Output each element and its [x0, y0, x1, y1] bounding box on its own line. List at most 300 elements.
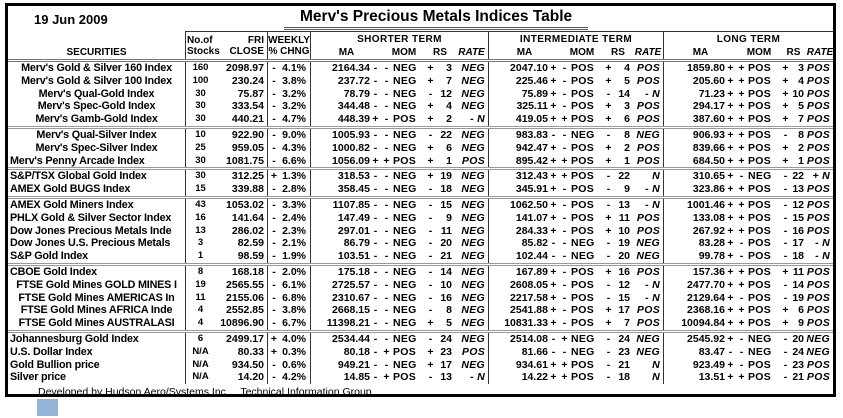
st-rate: NEG: [461, 100, 485, 113]
table-row: [8, 250, 833, 263]
st-mom-sign: -: [384, 170, 389, 183]
it-ma: 312.43: [488, 170, 548, 183]
lt-ma: 83.28: [663, 237, 725, 250]
it-ma: 10831.33: [488, 317, 548, 330]
it-rate: POS: [636, 154, 660, 167]
page-title: Merv's Precious Metals Indices Table: [284, 8, 588, 30]
st-rs-sign: -: [428, 211, 433, 224]
st-mom-sign: +: [383, 345, 390, 358]
st-mom-sign: -: [384, 113, 389, 126]
lt-rate: POS: [806, 198, 830, 211]
lt-ma-sign: +: [727, 154, 734, 167]
lt-ma-sign: +: [727, 304, 734, 317]
st-rs-sign: -: [428, 291, 433, 304]
it-mom-sign: -: [562, 100, 567, 113]
col-ma: MA: [692, 47, 709, 58]
it-rs: 10: [618, 224, 630, 237]
stocks-count: 1: [185, 250, 215, 263]
weekly-sign: -: [267, 212, 280, 225]
st-ma: 1107.85: [310, 199, 370, 212]
st-mom: POS: [393, 154, 417, 167]
lt-rs: 20: [792, 332, 804, 345]
st-rs: 8: [446, 304, 452, 317]
st-rs-sign: -: [428, 224, 433, 237]
st-mom-sign: -: [384, 74, 389, 87]
lt-rs-sign: +: [782, 317, 789, 330]
table-header: [8, 31, 833, 62]
lt-rs: 2: [798, 141, 804, 154]
fri-close: 75.87: [237, 87, 264, 100]
it-ma-sign: +: [550, 317, 557, 330]
weekly-sign: -: [267, 113, 280, 126]
st-rs: 5: [446, 317, 452, 330]
lt-rs: 23: [792, 358, 804, 371]
st-rs: 14: [440, 265, 452, 278]
security-name: FTSE Gold Mines GOLD MINES I: [16, 278, 177, 291]
it-rs: 24: [618, 332, 630, 345]
weekly-change: 4.3%: [282, 141, 306, 154]
fri-close: 339.88: [231, 183, 264, 196]
st-rs-sign: -: [428, 128, 433, 141]
lt-rs: 16: [792, 224, 804, 237]
lt-ma-sign: +: [727, 141, 734, 154]
stocks-count: 15: [185, 183, 215, 196]
lt-rate: POS: [806, 141, 830, 154]
st-rate: NEG: [461, 183, 485, 196]
lt-rate: POS: [806, 154, 830, 167]
col-rs: RS: [786, 47, 801, 58]
st-mom: NEG: [393, 278, 417, 291]
stocks-count: 30: [185, 170, 215, 183]
lt-ma: 99.78: [663, 250, 725, 263]
lt-mom: POS: [748, 128, 772, 141]
it-ma-sign: +: [550, 154, 557, 167]
it-mom: POS: [571, 371, 595, 384]
it-mom-sign: +: [561, 170, 568, 183]
it-mom-sign: -: [562, 265, 567, 278]
weekly-sign: +: [267, 346, 280, 359]
security-name: Johannesburg Gold Index: [10, 332, 139, 345]
st-ma-sign: -: [373, 198, 378, 211]
st-rate: NEG: [461, 304, 485, 317]
table-row: [8, 183, 833, 196]
lt-mom: POS: [748, 237, 772, 250]
lt-ma: 1859.80: [663, 62, 725, 75]
st-rs-sign: -: [428, 183, 433, 196]
st-mom-sign: -: [384, 304, 389, 317]
it-rate: POS: [636, 141, 660, 154]
lt-rs-sign: -: [783, 183, 788, 196]
it-ma: 983.83: [488, 129, 548, 142]
it-mom-sign: +: [561, 332, 568, 345]
lt-ma: 310.65: [663, 170, 725, 183]
lt-mom: POS: [748, 211, 772, 224]
st-mom-sign: -: [384, 237, 389, 250]
st-mom-sign: +: [383, 371, 390, 384]
table-row: [8, 304, 833, 317]
stocks-count: 16: [185, 212, 215, 225]
lt-ma-sign: -: [728, 345, 733, 358]
st-mom-sign: -: [384, 141, 389, 154]
st-mom: NEG: [393, 87, 417, 100]
lt-ma-sign: +: [727, 332, 734, 345]
it-rs-sign: -: [606, 183, 611, 196]
it-mom: POS: [571, 74, 595, 87]
st-ma-sign: -: [373, 345, 378, 358]
it-rs: 21: [618, 358, 630, 371]
weekly-sign: -: [267, 237, 280, 250]
lt-rs-sign: +: [782, 141, 789, 154]
it-ma: 1062.50: [488, 199, 548, 212]
lt-mom: POS: [748, 100, 772, 113]
st-mom: NEG: [393, 291, 417, 304]
lt-rate: POS: [806, 291, 830, 304]
st-mom-sign: -: [384, 291, 389, 304]
table-row: [8, 212, 833, 225]
it-rs: 3: [624, 100, 630, 113]
it-ma-sign: -: [551, 128, 556, 141]
it-rs-sign: +: [605, 113, 612, 126]
it-mom: POS: [571, 304, 595, 317]
table-row: [8, 167, 833, 183]
it-mom: POS: [571, 100, 595, 113]
it-ma-sign: +: [550, 291, 557, 304]
it-mom-sign: -: [562, 304, 567, 317]
it-rs: 22: [618, 170, 630, 183]
it-ma: 225.46: [488, 75, 548, 88]
lt-mom: POS: [748, 278, 772, 291]
weekly-change: 2.1%: [282, 237, 306, 250]
lt-ma-sign: +: [727, 170, 734, 183]
security-name: Dow Jones Precious Metals Inde: [10, 224, 172, 237]
st-rs: 17: [440, 358, 452, 371]
st-ma-sign: -: [373, 170, 378, 183]
lt-mom-sign: +: [738, 113, 745, 126]
st-rate: NEG: [461, 250, 485, 263]
lt-rs-sign: -: [783, 237, 788, 250]
table-row: [8, 113, 833, 126]
footer-credit: Developed by Hudson Aero/Systems Inc., Technical Information Group: [38, 386, 372, 399]
it-mom-sign: -: [562, 62, 567, 74]
lt-mom-sign: +: [738, 211, 745, 224]
st-rs: 22: [440, 128, 452, 141]
weekly-sign: -: [267, 75, 280, 88]
it-rs-sign: +: [605, 211, 612, 224]
table-row: [8, 263, 833, 279]
it-rs: 7: [624, 317, 630, 330]
it-ma: 167.89: [488, 266, 548, 279]
stocks-count: 100: [185, 75, 215, 88]
lt-ma: 323.86: [663, 183, 725, 196]
weekly-sign: -: [267, 199, 280, 212]
it-ma: 2047.10: [488, 62, 548, 75]
lt-rate: POS: [806, 87, 830, 100]
st-rs: 20: [440, 237, 452, 250]
weekly-change: 6.6%: [282, 154, 306, 167]
st-ma: 103.51: [310, 250, 370, 263]
it-mom: POS: [571, 278, 595, 291]
lt-ma: 294.17: [663, 100, 725, 113]
st-mom: NEG: [393, 332, 417, 345]
table-row: [8, 225, 833, 238]
lt-rs-sign: -: [783, 198, 788, 211]
lt-mom: NEG: [748, 332, 772, 345]
it-rs: 1: [624, 154, 630, 167]
fri-close: 2098.97: [226, 62, 264, 74]
lt-ma: 2477.70: [663, 279, 725, 292]
st-ma-sign: +: [372, 113, 379, 126]
fri-close: 2565.55: [226, 278, 264, 291]
lt-mom-sign: +: [738, 304, 745, 317]
lt-mom-sign: +: [738, 371, 745, 384]
it-rs: 13: [618, 198, 630, 211]
st-ma-sign: -: [373, 224, 378, 237]
lt-rs-sign: -: [783, 332, 788, 345]
it-ma: 75.89: [488, 88, 548, 101]
st-ma-sign: -: [373, 358, 378, 371]
it-mom-sign: -: [562, 198, 567, 211]
lt-rate: POS: [806, 278, 830, 291]
st-rate: NEG: [461, 237, 485, 250]
st-ma: 237.72: [310, 75, 370, 88]
st-mom: POS: [393, 345, 417, 358]
it-ma: 102.44: [488, 250, 548, 263]
fri-close: 333.54: [231, 100, 264, 113]
it-ma: 942.47: [488, 142, 548, 155]
lt-ma: 2129.64: [663, 292, 725, 305]
weekly-sign: +: [267, 170, 280, 183]
st-mom-sign: -: [384, 358, 389, 371]
st-ma: 318.53: [310, 170, 370, 183]
st-rs-sign: +: [427, 113, 434, 126]
lt-rs: 10: [792, 87, 804, 100]
it-rs-sign: -: [606, 250, 611, 263]
lt-ma-sign: +: [727, 265, 734, 278]
lt-rs-sign: -: [783, 345, 788, 358]
it-rs: 2: [624, 141, 630, 154]
st-rate: POS: [461, 154, 485, 167]
st-mom: NEG: [393, 62, 417, 74]
lt-mom-sign: -: [739, 237, 744, 250]
lt-ma: 2368.16: [663, 304, 725, 317]
it-rs-sign: -: [606, 87, 611, 100]
st-rs-sign: -: [428, 198, 433, 211]
it-ma: 345.91: [488, 183, 548, 196]
st-mom: NEG: [393, 224, 417, 237]
security-name: Silver price: [10, 371, 66, 384]
it-rs-sign: -: [606, 198, 611, 211]
security-name: Merv's Gamb-Gold Index: [35, 113, 158, 126]
lt-ma: 839.66: [663, 142, 725, 155]
lt-rs: 12: [792, 198, 804, 211]
st-rate: NEG: [461, 265, 485, 278]
it-ma: 85.82: [488, 237, 548, 250]
it-rate: - N: [645, 291, 660, 304]
lt-rs-sign: -: [783, 224, 788, 237]
it-ma-sign: +: [550, 278, 557, 291]
lt-rate: POS: [806, 128, 830, 141]
st-mom-sign: -: [384, 317, 389, 330]
st-ma-sign: -: [373, 291, 378, 304]
lt-rs-sign: -: [783, 211, 788, 224]
lt-ma: 71.23: [663, 88, 725, 101]
it-mom-sign: -: [562, 317, 567, 330]
lt-rs: 1: [798, 154, 804, 167]
st-ma: 2310.67: [310, 292, 370, 305]
it-mom: NEG: [571, 128, 595, 141]
st-rs-sign: +: [427, 100, 434, 113]
it-ma-sign: +: [550, 304, 557, 317]
st-mom-sign: -: [384, 332, 389, 345]
it-rs-sign: -: [606, 332, 611, 345]
table-row: [8, 371, 833, 384]
st-rate: NEG: [461, 128, 485, 141]
st-rate: NEG: [461, 332, 485, 345]
lt-mom-sign: -: [739, 332, 744, 345]
it-rs-sign: +: [605, 317, 612, 330]
st-ma: 1056.09: [310, 155, 370, 168]
lt-ma-sign: +: [727, 62, 734, 74]
it-mom: NEG: [571, 250, 595, 263]
st-ma: 147.49: [310, 212, 370, 225]
it-ma-sign: +: [550, 224, 557, 237]
st-mom: NEG: [393, 100, 417, 113]
it-rate: POS: [636, 74, 660, 87]
lt-rs: 5: [798, 100, 804, 113]
it-rs: 11: [618, 211, 630, 224]
lt-mom: POS: [748, 87, 772, 100]
lt-mom: POS: [748, 113, 772, 126]
st-mom: NEG: [393, 265, 417, 278]
security-name: Merv's Spec-Gold Index: [37, 100, 156, 113]
it-rs: 15: [618, 291, 630, 304]
st-rs: 7: [446, 74, 452, 87]
col-weekly: WEEKLY % CHNG: [267, 31, 310, 59]
lt-ma: 83.47: [663, 346, 725, 359]
lt-mom: NEG: [748, 170, 772, 183]
it-mom-sign: -: [562, 224, 567, 237]
table-row: [8, 142, 833, 155]
st-ma-sign: -: [373, 128, 378, 141]
col-rs: RS: [433, 47, 447, 58]
it-mom: POS: [571, 358, 595, 371]
st-ma: 344.48: [310, 100, 370, 113]
it-rs: 14: [618, 87, 630, 100]
it-rs-sign: +: [605, 224, 612, 237]
it-ma: 141.07: [488, 212, 548, 225]
lt-ma-sign: +: [727, 198, 734, 211]
lt-ma: 10094.84: [663, 317, 725, 330]
st-rs: 18: [440, 183, 452, 196]
weekly-sign: -: [267, 266, 280, 279]
table-row: [8, 62, 833, 75]
table-row: [8, 100, 833, 113]
it-mom: POS: [571, 198, 595, 211]
lt-rs-sign: -: [783, 170, 788, 183]
lt-rs: 19: [792, 291, 804, 304]
lt-mom: POS: [748, 141, 772, 154]
st-mom: NEG: [393, 304, 417, 317]
st-rate: NEG: [461, 211, 485, 224]
st-ma-sign: -: [373, 250, 378, 263]
it-mom: POS: [571, 211, 595, 224]
it-mom: POS: [571, 224, 595, 237]
lt-rs-sign: -: [783, 291, 788, 304]
weekly-sign: -: [267, 142, 280, 155]
st-rs-sign: +: [427, 317, 434, 330]
it-ma-sign: -: [551, 237, 556, 250]
st-rs: 9: [446, 211, 452, 224]
st-ma-sign: -: [373, 74, 378, 87]
lt-rate: POS: [806, 62, 830, 74]
lt-rs: 6: [798, 304, 804, 317]
col-stocks-close: [185, 31, 267, 59]
it-rate: NEG: [636, 332, 660, 345]
it-mom: NEG: [571, 332, 595, 345]
security-name: Merv's Spec-Silver Index: [35, 141, 158, 154]
col-rs: RS: [611, 47, 625, 58]
col-rate: RATE: [634, 47, 662, 58]
lt-rs-sign: +: [782, 100, 789, 113]
st-mom-sign: -: [384, 128, 389, 141]
lt-rate: POS: [806, 304, 830, 317]
it-ma-sign: +: [550, 265, 557, 278]
lt-rs: 13: [792, 183, 804, 196]
it-rs: 12: [618, 278, 630, 291]
st-rs: 16: [440, 291, 452, 304]
it-ma-sign: +: [550, 371, 557, 384]
lt-rate: POS: [806, 74, 830, 87]
lt-mom: POS: [748, 224, 772, 237]
it-mom-sign: -: [562, 183, 567, 196]
lt-mom-sign: +: [738, 141, 745, 154]
st-rate: NEG: [461, 278, 485, 291]
st-rs: 21: [440, 250, 452, 263]
lt-rs: 22: [792, 170, 804, 183]
st-rs: 10: [440, 278, 452, 291]
lt-rs-sign: +: [782, 113, 789, 126]
st-ma: 358.45: [310, 183, 370, 196]
st-mom-sign: -: [384, 198, 389, 211]
lt-ma: 387.60: [663, 113, 725, 126]
st-mom: NEG: [393, 183, 417, 196]
stocks-count: 30: [185, 113, 215, 126]
fri-close: 2552.85: [226, 304, 264, 317]
it-mom: POS: [571, 265, 595, 278]
st-ma: 2668.15: [310, 304, 370, 317]
table-row: [8, 75, 833, 88]
st-rate: NEG: [461, 291, 485, 304]
lt-rs: 11: [792, 265, 804, 278]
lt-ma-sign: +: [727, 317, 734, 330]
it-mom-sign: -: [562, 141, 567, 154]
it-rs: 20: [618, 250, 630, 263]
lt-rs-sign: -: [783, 358, 788, 371]
st-mom: NEG: [393, 317, 417, 330]
security-name: FTSE Gold Mines AFRICA Inde: [20, 304, 173, 317]
weekly-change: 3.3%: [282, 198, 306, 211]
it-ma: 325.11: [488, 100, 548, 113]
lt-mom-sign: +: [738, 154, 745, 167]
it-mom-sign: -: [562, 278, 567, 291]
st-rs: 15: [440, 198, 452, 211]
lt-rs-sign: -: [783, 128, 788, 141]
it-mom: POS: [571, 183, 595, 196]
lt-rs: 15: [792, 211, 804, 224]
fri-close: 230.24: [231, 74, 264, 87]
weekly-sign: -: [267, 250, 280, 263]
st-mom: NEG: [393, 74, 417, 87]
